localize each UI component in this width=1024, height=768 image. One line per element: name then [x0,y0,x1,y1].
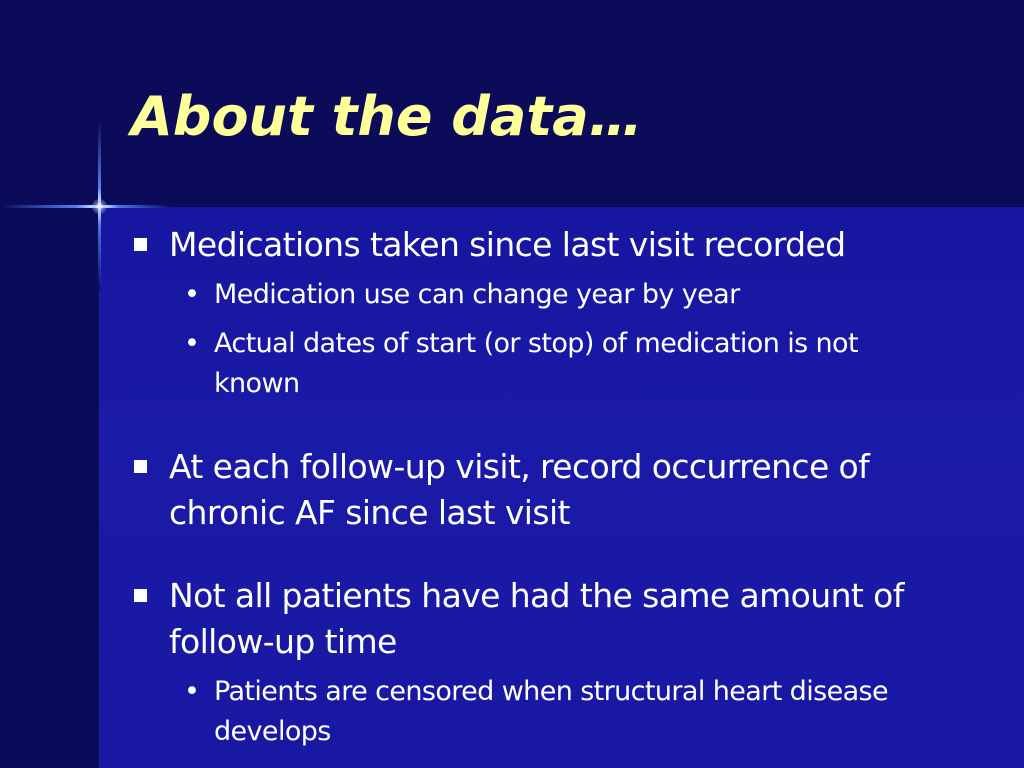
sub-bullet-item [184,672,934,752]
bullet-item [130,222,950,268]
decorative-sparkle-icon [92,199,107,214]
square-bullet-icon [134,460,147,473]
square-bullet-icon [134,589,147,602]
dot-bullet-icon: • [184,676,200,707]
left-strip [0,207,100,768]
sub-bullet-text: Medication use can change year by year [214,279,740,310]
sub-bullet-text: Actual dates of start (or stop) of medication is not known [214,328,858,399]
divider-line [99,290,100,768]
dot-bullet-icon: • [184,279,200,310]
bullet-list [130,222,950,752]
bullet-text: Not all patients have had the same amount of follow-up time [169,576,904,661]
decorative-cross-horizontal [0,205,170,208]
square-bullet-icon [134,238,147,251]
sub-bullet-text: Patients are censored when structural heart disease develops [214,676,889,747]
bullet-text: At each follow-up visit, record occurrence of chronic AF since last visit [169,447,870,532]
bullet-text: Medications taken since last visit recorded [169,225,846,264]
dot-bullet-icon: • [184,328,200,359]
bullet-item [130,444,950,536]
sub-bullet-item [184,275,934,315]
slide-title: About the data… [131,85,643,148]
sub-bullet-item [184,324,934,404]
bullet-item [130,573,950,665]
